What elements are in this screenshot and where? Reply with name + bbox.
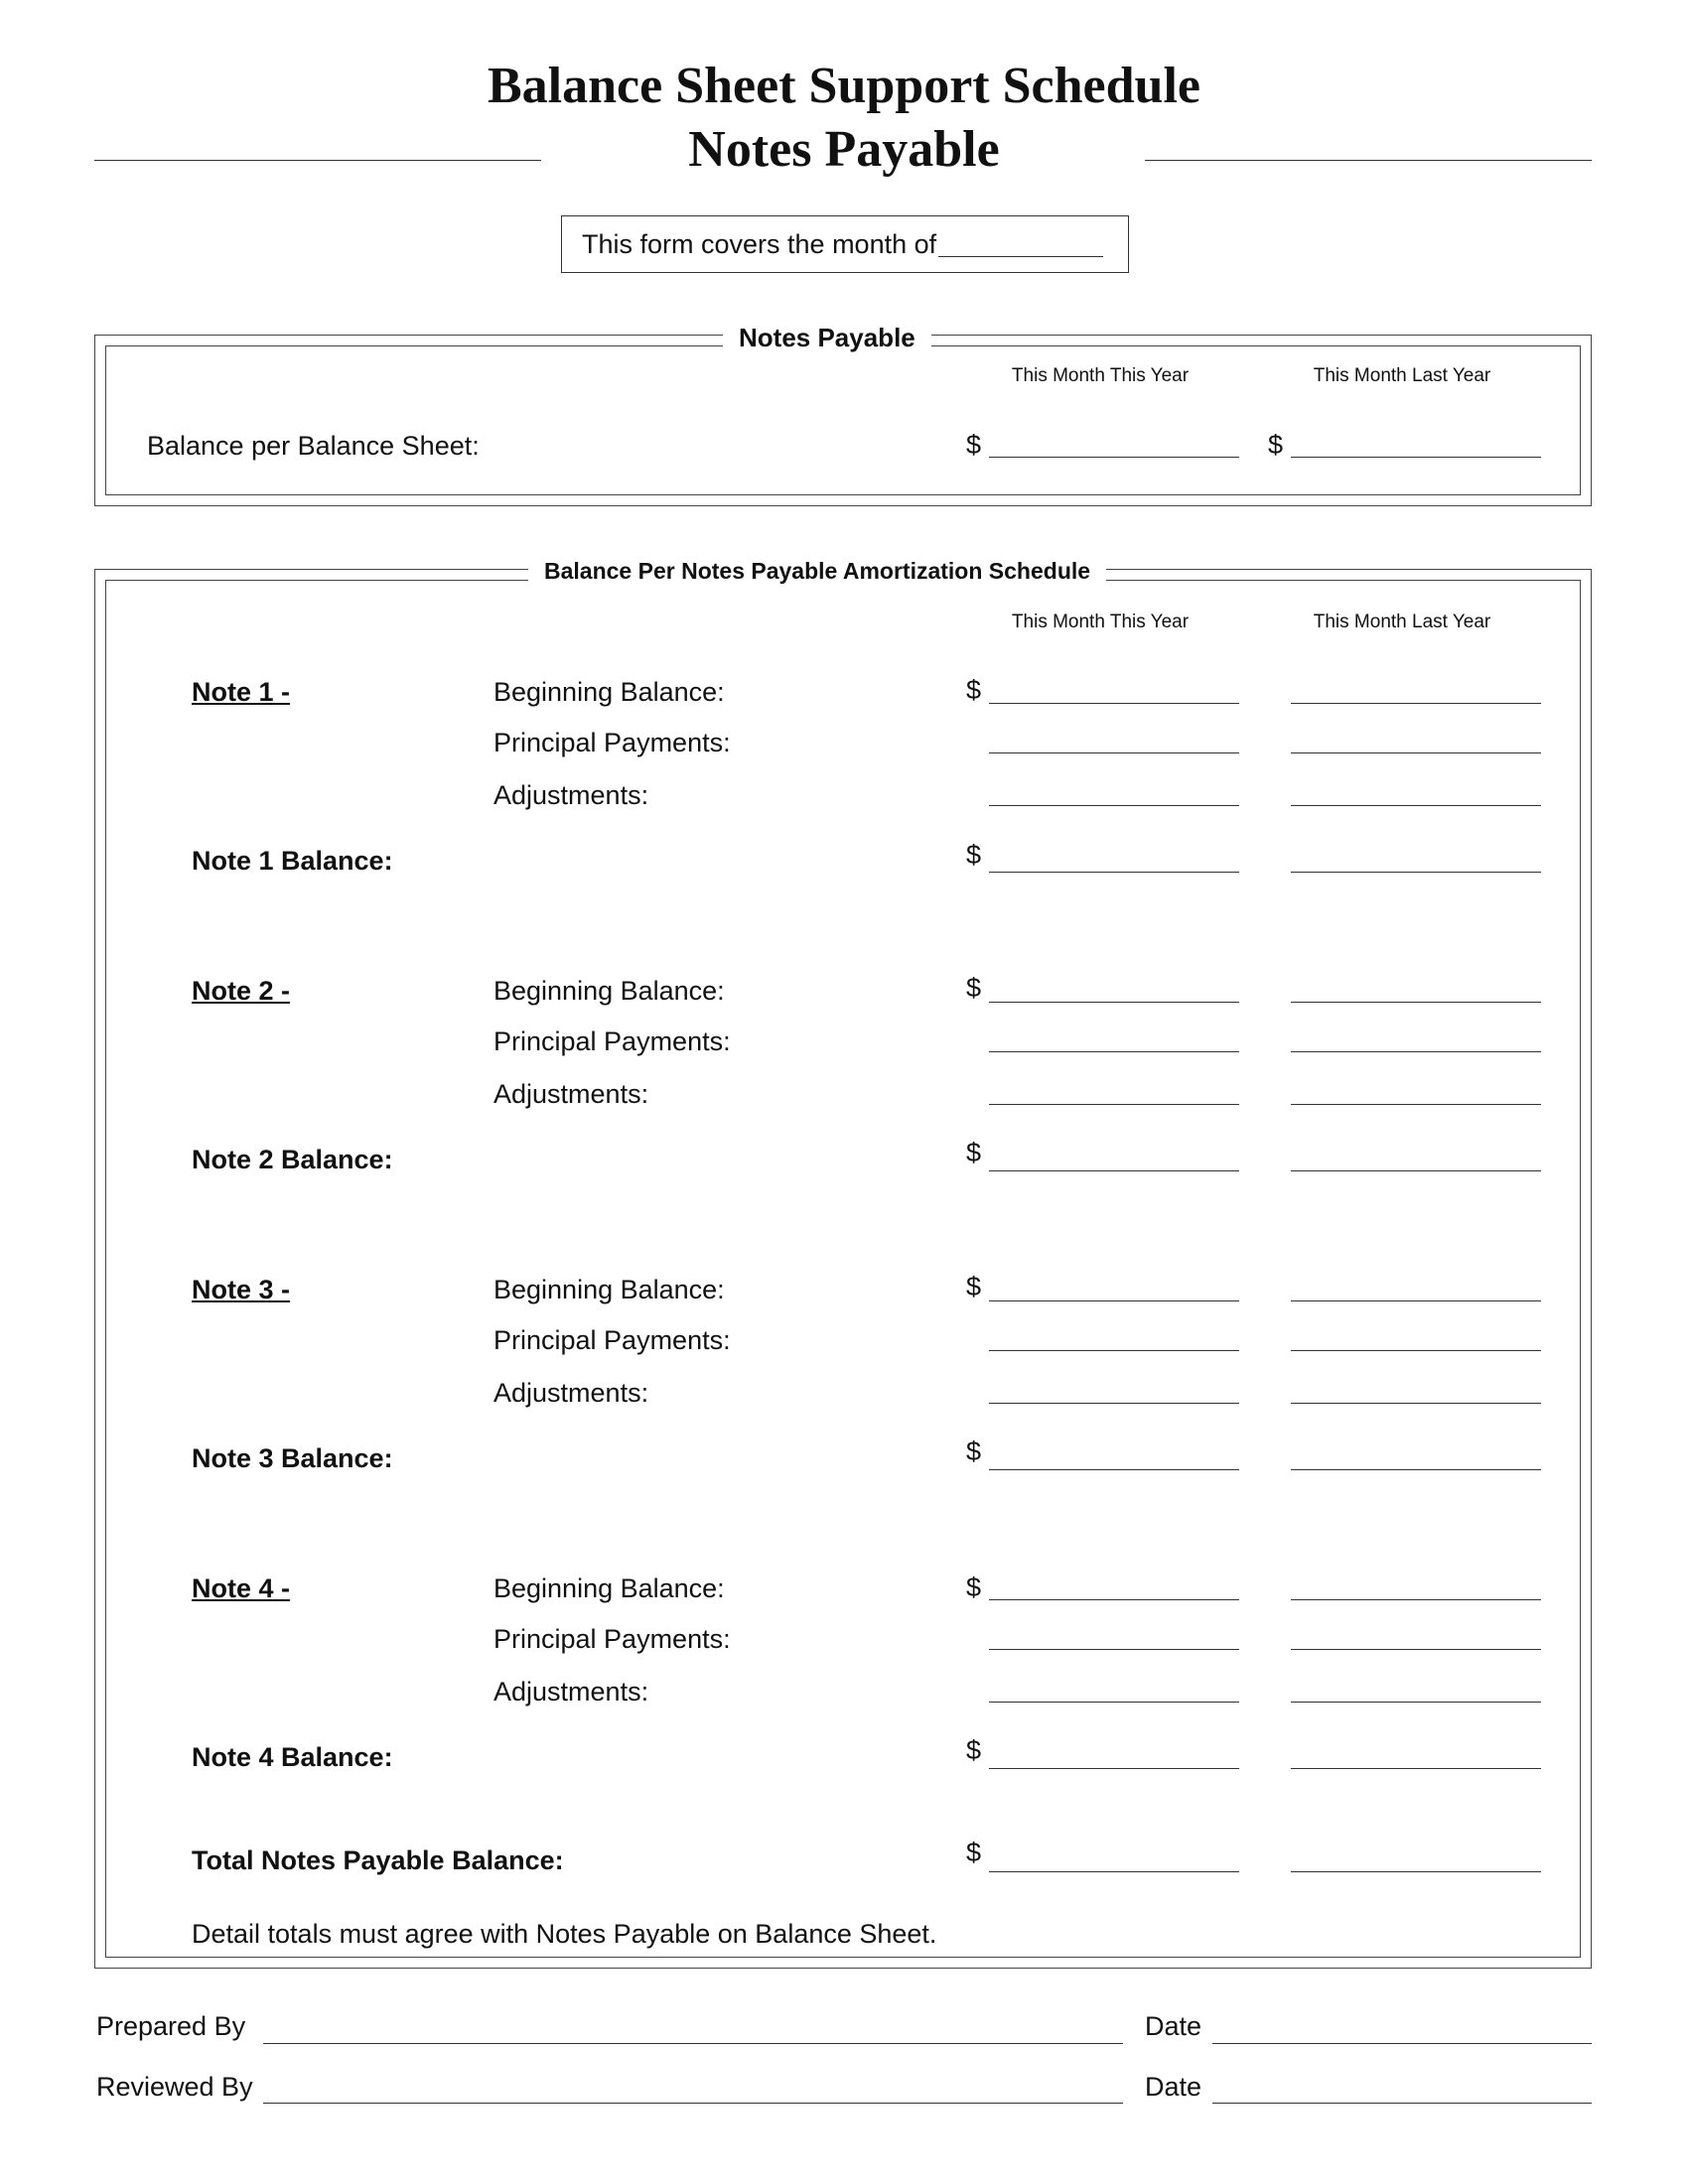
note-3-payments-this-year[interactable] bbox=[989, 1350, 1239, 1351]
note-2-payments-last-year[interactable] bbox=[1291, 1051, 1541, 1052]
note-3-payments-label: Principal Payments: bbox=[493, 1325, 731, 1355]
note-4-adjustments-label: Adjustments: bbox=[493, 1677, 649, 1706]
note-3-beginning-last-year[interactable] bbox=[1291, 1300, 1541, 1301]
prepared-by-line[interactable] bbox=[263, 2043, 1123, 2044]
note-3-beginning-label: Beginning Balance: bbox=[493, 1275, 725, 1304]
dollar-sign: $ bbox=[966, 1735, 982, 1765]
month-label: This form covers the month of bbox=[582, 229, 937, 259]
note-2-heading: Note 2 - bbox=[192, 976, 291, 1006]
note-4-beginning-this-year[interactable] bbox=[989, 1599, 1239, 1600]
reviewed-date-line[interactable] bbox=[1212, 2103, 1592, 2104]
note-1-balance-last-year[interactable] bbox=[1291, 872, 1541, 873]
balance-per-sheet-label: Balance per Balance Sheet: bbox=[147, 431, 480, 461]
title-rule-left bbox=[94, 160, 541, 161]
title-rule-right bbox=[1145, 160, 1592, 161]
footnote: Detail totals must agree with Notes Payable on Balance Sheet. bbox=[192, 1919, 937, 1949]
note-1-beginning-this-year[interactable] bbox=[989, 703, 1239, 704]
note-3-balance-label: Note 3 Balance: bbox=[192, 1443, 393, 1473]
prepared-by-label: Prepared By bbox=[96, 2011, 246, 2041]
dollar-sign: $ bbox=[966, 1272, 982, 1301]
note-3-adjustments-this-year[interactable] bbox=[989, 1403, 1239, 1404]
note-1-beginning-label: Beginning Balance: bbox=[493, 677, 725, 707]
month-input-line[interactable] bbox=[938, 228, 1103, 257]
dollar-sign: $ bbox=[966, 1572, 982, 1602]
section2-legend: Balance Per Notes Payable Amortization Schedule bbox=[528, 556, 1106, 586]
note-4-heading: Note 4 - bbox=[192, 1573, 291, 1603]
note-2-adjustments-this-year[interactable] bbox=[989, 1104, 1239, 1105]
note-4-beginning-last-year[interactable] bbox=[1291, 1599, 1541, 1600]
note-3-balance-this-year[interactable] bbox=[989, 1469, 1239, 1470]
reviewed-by-label: Reviewed By bbox=[96, 2072, 253, 2102]
dollar-sign: $ bbox=[966, 430, 982, 460]
note-1-adjustments-label: Adjustments: bbox=[493, 780, 649, 810]
total-balance-this-year[interactable] bbox=[989, 1871, 1239, 1872]
month-box bbox=[561, 215, 1129, 273]
note-4-adjustments-this-year[interactable] bbox=[989, 1702, 1239, 1703]
dollar-sign: $ bbox=[966, 840, 982, 870]
dollar-sign: $ bbox=[966, 1138, 982, 1167]
note-4-balance-label: Note 4 Balance: bbox=[192, 1742, 393, 1772]
note-1-adjustments-this-year[interactable] bbox=[989, 805, 1239, 806]
page-title-line2: Notes Payable bbox=[688, 121, 1000, 178]
note-2-beginning-label: Beginning Balance: bbox=[493, 976, 725, 1006]
note-2-beginning-last-year[interactable] bbox=[1291, 1002, 1541, 1003]
note-3-adjustments-label: Adjustments: bbox=[493, 1378, 649, 1408]
prepared-date-label: Date bbox=[1145, 2011, 1202, 2041]
note-1-payments-this-year[interactable] bbox=[989, 752, 1239, 753]
note-2-balance-last-year[interactable] bbox=[1291, 1170, 1541, 1171]
note-3-beginning-this-year[interactable] bbox=[989, 1300, 1239, 1301]
note-4-adjustments-last-year[interactable] bbox=[1291, 1702, 1541, 1703]
note-2-adjustments-label: Adjustments: bbox=[493, 1079, 649, 1109]
balance-this-year-line[interactable] bbox=[989, 457, 1239, 458]
balance-last-year-line[interactable] bbox=[1291, 457, 1541, 458]
note-3-adjustments-last-year[interactable] bbox=[1291, 1403, 1541, 1404]
note-1-payments-label: Principal Payments: bbox=[493, 728, 731, 757]
note-2-adjustments-last-year[interactable] bbox=[1291, 1104, 1541, 1105]
note-2-payments-label: Principal Payments: bbox=[493, 1026, 731, 1056]
section1-col1-header: This Month This Year bbox=[1011, 365, 1190, 386]
note-2-balance-label: Note 2 Balance: bbox=[192, 1145, 393, 1174]
section1-col2-header: This Month Last Year bbox=[1313, 365, 1491, 386]
note-4-beginning-label: Beginning Balance: bbox=[493, 1573, 725, 1603]
note-4-payments-label: Principal Payments: bbox=[493, 1624, 731, 1654]
note-3-payments-last-year[interactable] bbox=[1291, 1350, 1541, 1351]
note-4-payments-last-year[interactable] bbox=[1291, 1649, 1541, 1650]
note-1-balance-this-year[interactable] bbox=[989, 872, 1239, 873]
note-1-payments-last-year[interactable] bbox=[1291, 752, 1541, 753]
note-1-beginning-last-year[interactable] bbox=[1291, 703, 1541, 704]
total-balance-label: Total Notes Payable Balance: bbox=[192, 1845, 564, 1875]
dollar-sign: $ bbox=[966, 675, 982, 705]
note-2-beginning-this-year[interactable] bbox=[989, 1002, 1239, 1003]
section2-col2-header: This Month Last Year bbox=[1313, 612, 1491, 632]
note-1-balance-label: Note 1 Balance: bbox=[192, 846, 393, 876]
note-2-balance-this-year[interactable] bbox=[989, 1170, 1239, 1171]
note-4-payments-this-year[interactable] bbox=[989, 1649, 1239, 1650]
dollar-sign: $ bbox=[966, 1436, 982, 1466]
section2-col1-header: This Month This Year bbox=[1011, 612, 1190, 632]
section1-legend: Notes Payable bbox=[723, 321, 931, 354]
dollar-sign: $ bbox=[966, 973, 982, 1003]
prepared-date-line[interactable] bbox=[1212, 2043, 1592, 2044]
note-4-balance-last-year[interactable] bbox=[1291, 1768, 1541, 1769]
reviewed-by-line[interactable] bbox=[263, 2103, 1123, 2104]
note-2-payments-this-year[interactable] bbox=[989, 1051, 1239, 1052]
note-4-balance-this-year[interactable] bbox=[989, 1768, 1239, 1769]
dollar-sign: $ bbox=[966, 1838, 982, 1867]
page-title-line1: Balance Sheet Support Schedule bbox=[488, 58, 1200, 114]
dollar-sign: $ bbox=[1268, 430, 1284, 460]
note-3-heading: Note 3 - bbox=[192, 1275, 291, 1304]
total-balance-last-year[interactable] bbox=[1291, 1871, 1541, 1872]
note-1-heading: Note 1 - bbox=[192, 677, 291, 707]
note-3-balance-last-year[interactable] bbox=[1291, 1469, 1541, 1470]
note-1-adjustments-last-year[interactable] bbox=[1291, 805, 1541, 806]
reviewed-date-label: Date bbox=[1145, 2072, 1202, 2102]
